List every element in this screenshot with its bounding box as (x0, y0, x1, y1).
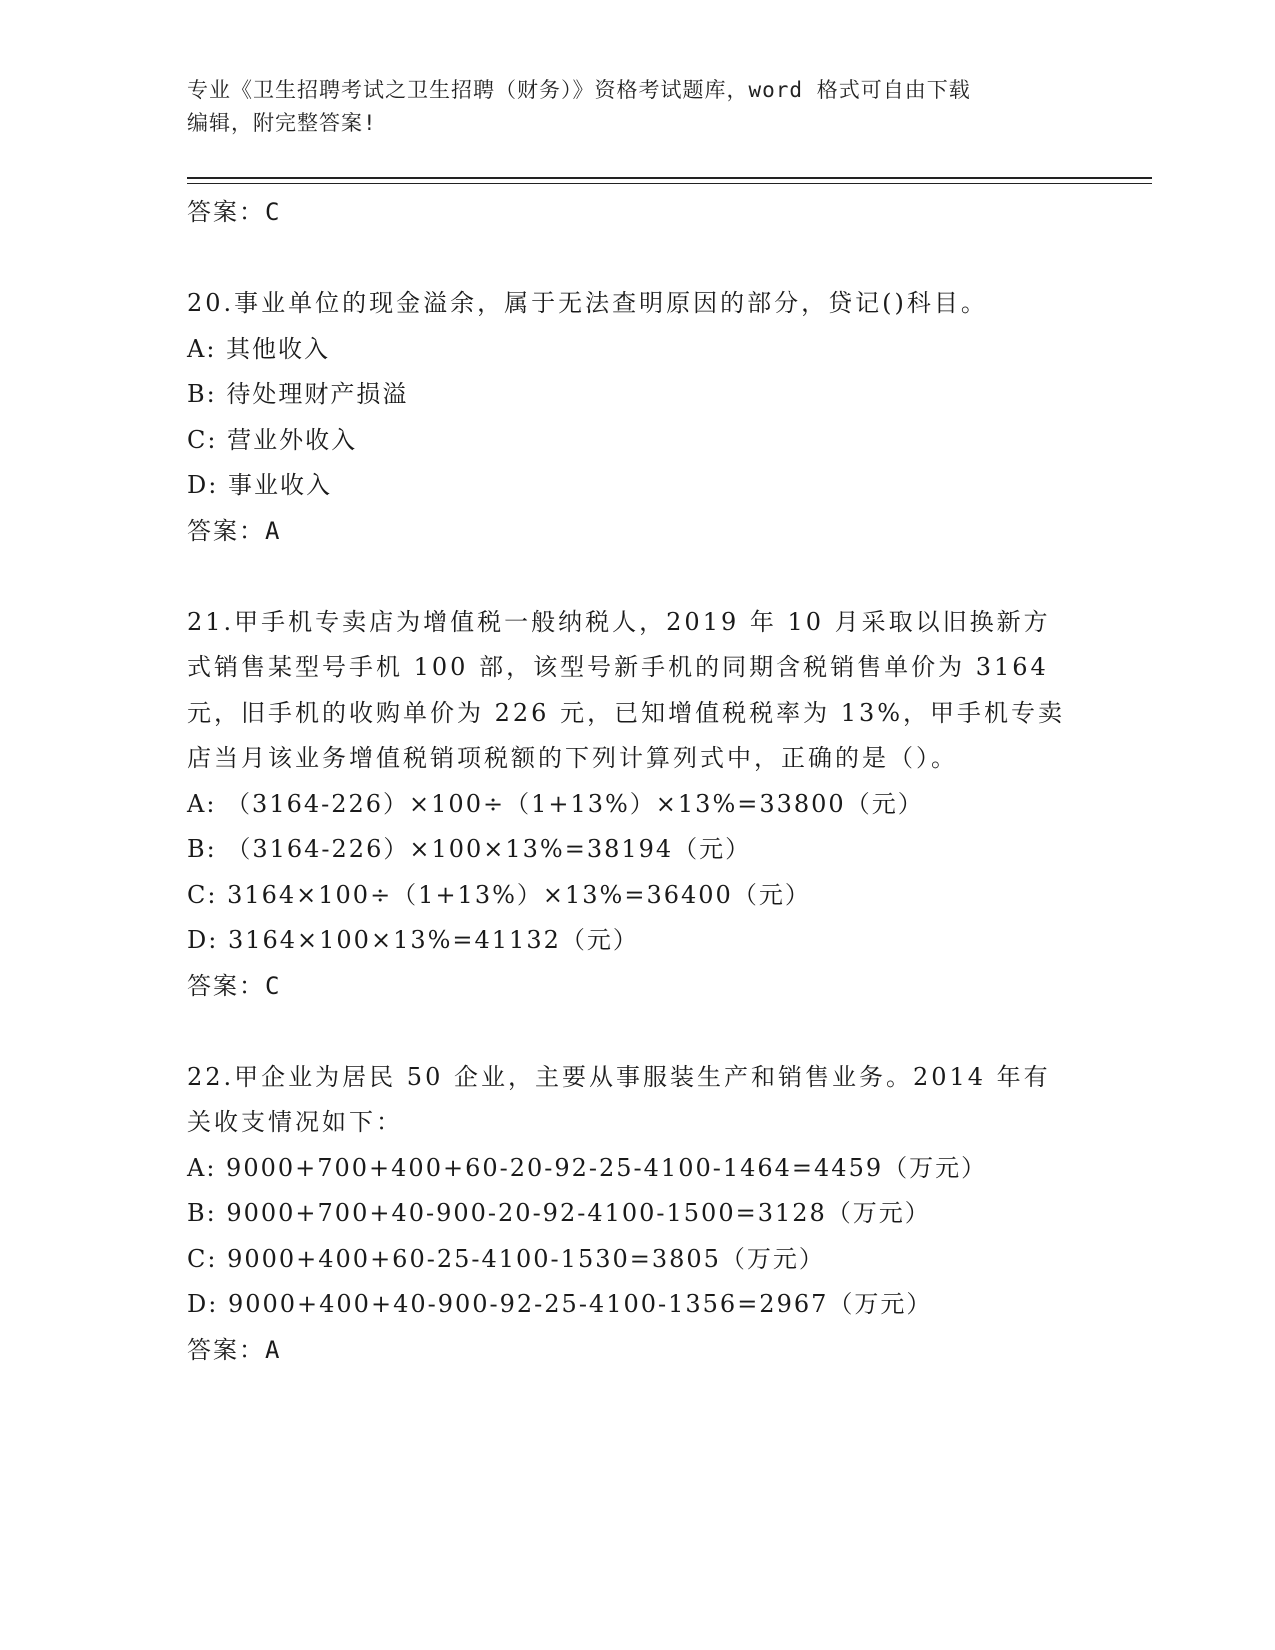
answer-line: 答案：C (187, 971, 282, 1000)
option-a: A: （3164-226）×100÷（1+13%）×13%=33800（元） (187, 789, 924, 818)
option-b: B: 9000+700+40-900-20-92-4100-1500=3128（万元） (187, 1199, 931, 1227)
header-line-2: 编辑，附完整答案! (187, 111, 377, 135)
spacer (187, 236, 1087, 282)
header-line-1: 专业《卫生招聘考试之卫生招聘（财务）》资格考试题库，word 格式可自由下载 (187, 78, 971, 102)
question-text (187, 1055, 1087, 1146)
spacer (187, 554, 1087, 600)
header-divider-thin (187, 183, 1152, 184)
question-text (187, 281, 1087, 327)
option-c: C: 3164×100÷（1+13%）×13%=36400（元） (187, 880, 811, 909)
question-22 (187, 1055, 1087, 1374)
question-line: 式销售某型号手机 100 部，该型号新手机的同期含税销售单价为 3164 (187, 653, 1049, 681)
question-line: 元，旧手机的收购单价为 226 元，已知增值税税率为 13%，甲手机专卖 (187, 698, 1066, 727)
option-d: D: 9000+400+40-900-92-25-4100-1356=2967（万元） (187, 1290, 933, 1318)
question-21 (187, 600, 1087, 1010)
header-divider (187, 177, 1152, 179)
answer-line: 答案：A (187, 1335, 282, 1364)
question-line: 关收支情况如下： (187, 1108, 403, 1136)
document-header (187, 74, 1067, 140)
spacer (187, 1009, 1087, 1055)
question-line: 22.甲企业为居民 50 企业，主要从事服装生产和销售业务。2014 年有 (187, 1062, 1051, 1091)
option-b: B: （3164-226）×100×13%=38194（元） (187, 835, 752, 863)
question-line: 店当月该业务增值税销项税额的下列计算列式中，正确的是（）。 (187, 744, 958, 772)
answer-line: 答案：A (187, 516, 282, 545)
answer-line: 答案：C (187, 198, 282, 226)
option-d: D: 3164×100×13%=41132（元） (187, 926, 639, 954)
option-a: A: 9000+700+400+60-20-92-25-4100-1464=4459（万元） (187, 1153, 988, 1182)
question-text (187, 600, 1087, 782)
document-body (187, 190, 1087, 1373)
option-b: B: 待处理财产损溢 (187, 380, 409, 408)
question-line: 21.甲手机专卖店为增值税一般纳税人，2019 年 10 月采取以旧换新方 (187, 607, 1051, 636)
option-c: C: 9000+400+60-25-4100-1530=3805（万元） (187, 1244, 825, 1273)
option-c: C: 营业外收入 (187, 425, 358, 454)
option-d: D: 事业收入 (187, 471, 332, 499)
option-a: A: 其他收入 (187, 334, 331, 363)
question-line: 20.事业单位的现金溢余，属于无法查明原因的部分，贷记()科目。 (187, 289, 988, 317)
question-20 (187, 281, 1087, 554)
